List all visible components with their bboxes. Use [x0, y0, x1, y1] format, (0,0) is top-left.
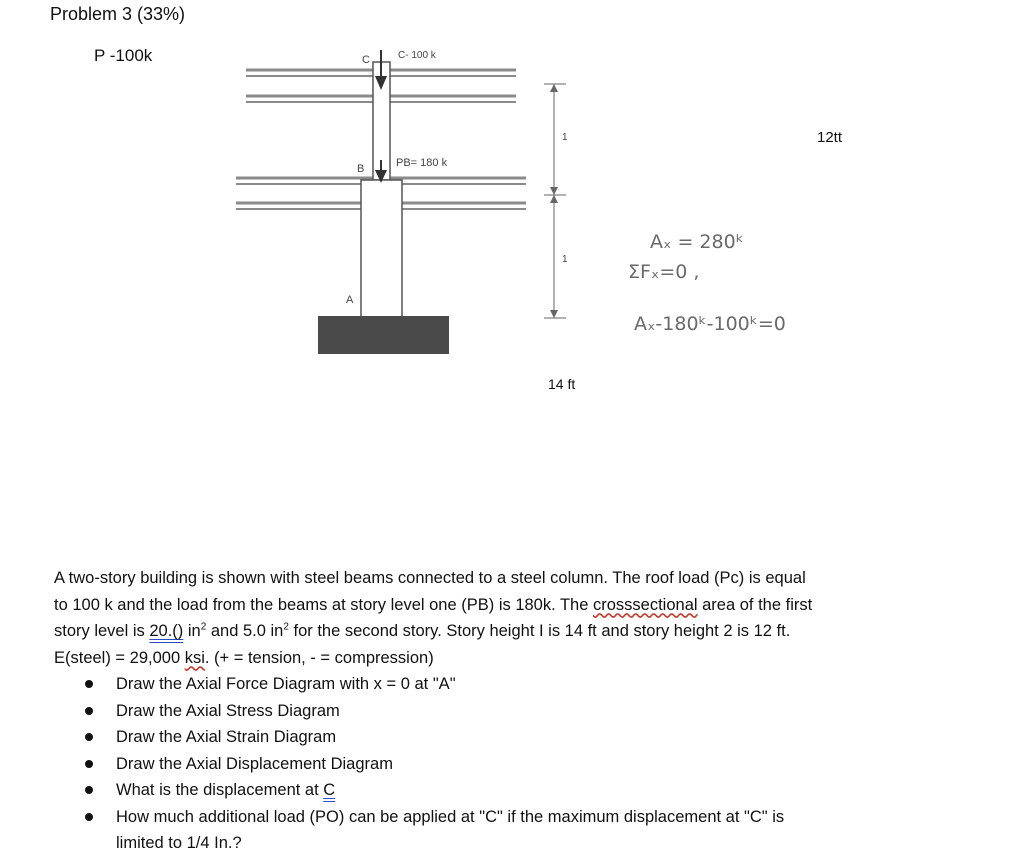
- handwritten-line-3: Aₓ-180ᵏ-100ᵏ=0: [634, 313, 786, 335]
- spellcheck-word: crosssectional: [593, 595, 698, 614]
- problem-title: Problem 3 (33%): [50, 4, 186, 24]
- handwritten-line-1: Aₓ = 280ᵏ: [650, 231, 744, 253]
- spellcheck-word-ksi: ksi: [184, 648, 205, 667]
- handwritten-line-2: ΣFₓ=0 ,: [628, 261, 700, 283]
- task-item: Draw the Axial Stress Diagram: [54, 698, 824, 725]
- lower-column: [361, 180, 402, 317]
- task-item: What is the displacement at C: [54, 777, 824, 804]
- dim-label-lower: 1: [562, 254, 568, 265]
- problem-paragraph: A two-story building is shown with steel beams connected to a steel column. The roof load (Pc) is equal to 100 k and the load from the beams at story level one (PB) is 180k. The crosssectional area of the first story level is 20.() $in^2$ and 5.0 $in^2$ for the second story. Story height I is 14 ft and story height 2 is 12 ft. E(steel) = 29,000 ksi. (+ = tension, - = compression): [54, 569, 813, 667]
- area-value: 20.(): [149, 622, 184, 640]
- task-list: [54, 671, 824, 857]
- label-c: C: [362, 54, 370, 66]
- task-item: How much additional load (PO) can be applied at "C" if the maximum displacement at "C" is limited to 1/4 In.?: [54, 804, 824, 857]
- dimension-line: [544, 84, 566, 318]
- label-b: B: [357, 163, 365, 175]
- task-item: Draw the Axial Strain Diagram: [54, 724, 824, 751]
- label-a: A: [346, 294, 354, 306]
- dim-label-upper: 1: [562, 132, 568, 143]
- foundation-block: [318, 316, 449, 354]
- label-pb: PB= 180 k: [396, 157, 448, 169]
- story-height-label-right: 12tt: [817, 129, 843, 146]
- story-height-label-bottom: 14 ft: [548, 376, 576, 392]
- point-c-link: C: [323, 781, 336, 799]
- task-item: Draw the Axial Force Diagram with x = 0 at "A": [54, 671, 824, 698]
- label-c-load: C- 100 k: [398, 50, 436, 61]
- task-item: Draw the Axial Displacement Diagram: [54, 751, 824, 778]
- p-load-label: P -100k: [94, 46, 153, 65]
- problem-statement: [54, 565, 824, 857]
